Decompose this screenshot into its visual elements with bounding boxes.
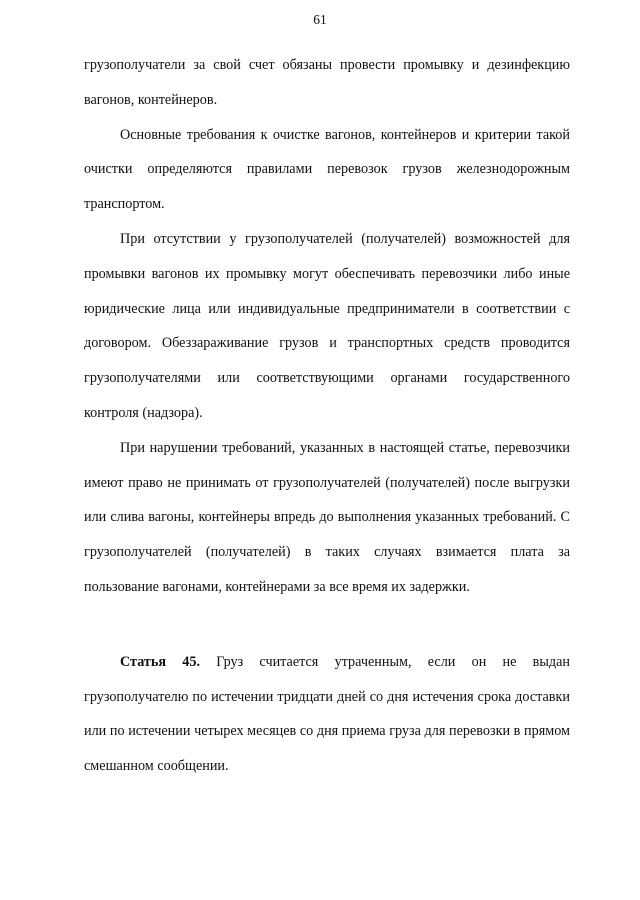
article-45-text: Груз считается утраченным, если он не выдан грузополучателю по истечении тридцати дней со дня истечения срока доставки или по истечении четырех месяцев со дня приема груза для перевозки в прямом смешанном сообщении. (84, 653, 570, 775)
paragraph-washing-by-carriers: При отсутствии у грузополучателей (получателей) возможностей для промывки вагонов их промывку могут обеспечивать перевозчики либо иные юридические лица или индивидуальные предприниматели в соответствии с договором. Обеззараживание грузов и транспортных средств проводится грузополучателями или соответствующими органами государственного контроля (надзора). (84, 230, 570, 421)
paragraph-violation-of-requirements: При нарушении требований, указанных в настоящей статье, перевозчики имеют право не принимать от грузополучателей (получателей) после выгрузки или слива вагоны, контейнеры впредь до выполнения указанных требований. С грузополучателей (получателей) в таких случаях взимается плата за пользование вагонами, контейнерами за все время их задержки. (84, 439, 570, 595)
article-45-label: Статья 45. (120, 653, 201, 670)
article-45-paragraph (84, 645, 570, 784)
document-body (84, 48, 570, 784)
paragraph-cleaning-requirements: Основные требования к очистке вагонов, контейнеров и критерии такой очистки определяются правилами перевозок грузов железнодорожным транспортом. (84, 126, 570, 213)
page-number: 61 (313, 12, 327, 27)
paragraph-continuation: грузополучатели за свой счет обязаны провести промывку и дезинфекцию вагонов, контейнеров. (84, 57, 570, 108)
